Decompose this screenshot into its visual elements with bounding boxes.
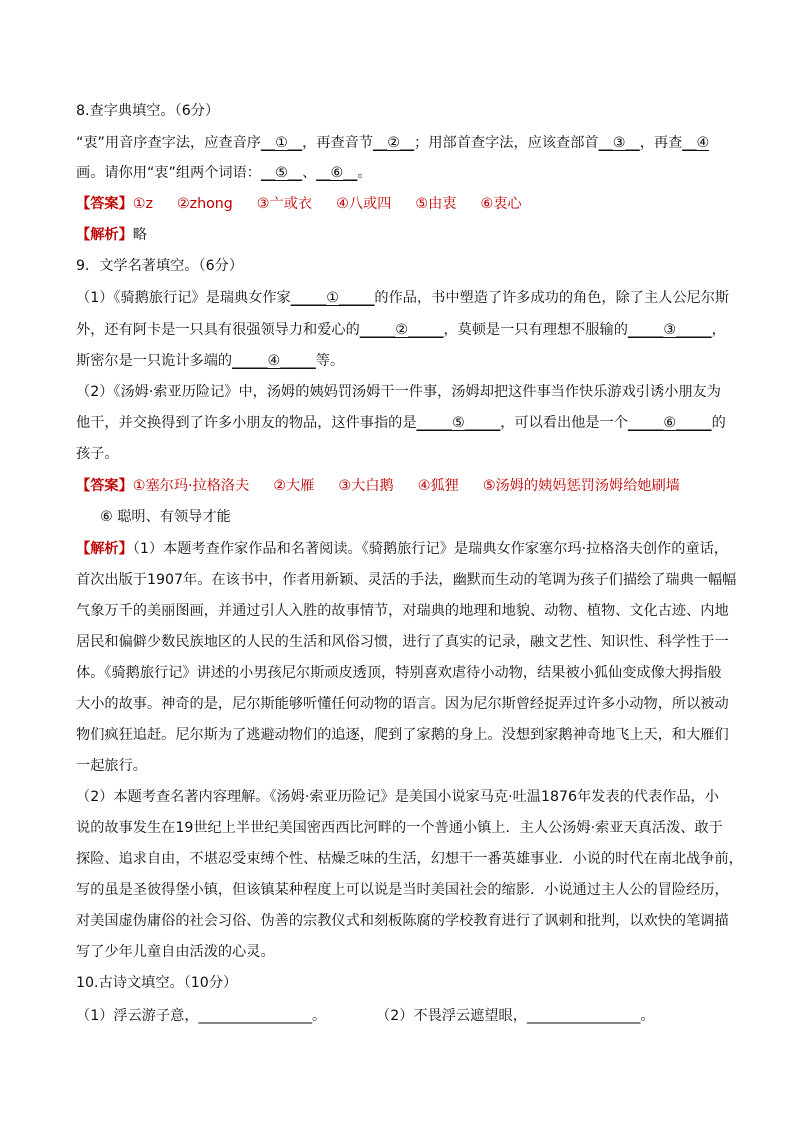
answer-tag: 【答案】 [76, 478, 133, 494]
q9-p1-line-3: 斯密尔是一只诡计多端的_____④_____等。 [76, 353, 345, 369]
answer-tag: 【答案】 [76, 196, 133, 212]
q8-answer-2: ②zhong [176, 196, 233, 212]
q9-blank-4: _____④_____ [232, 353, 316, 369]
q8-answer-1: ①z [132, 196, 153, 212]
q8-blank-6: __⑥__ [316, 165, 358, 181]
q9-answer-4: ④狐狸 [417, 478, 459, 494]
q9-blank-6: _____⑥_____ [627, 415, 712, 431]
q9-analysis-line-4: 居民和偏僻少数民族地区的人民的生活和风俗习惯，进行了真实的记录，融文艺性、知识性、科学性于一 [76, 634, 729, 650]
q10-blank-2: ________________ [526, 1008, 641, 1024]
q10-title: 10.古诗文填空。（10分） [76, 975, 238, 991]
q8-blank-4: __④ [682, 135, 710, 151]
q9-analysis-line-14: 写了少年儿童自由活泼的心灵。 [76, 944, 275, 960]
q9-analysis-line-13: 对美国虚伪庸俗的社会习俗、伪善的宗教仪式和刻板陈腐的学校教育进行了讽刺和批判，以欢快的笔调描 [76, 913, 729, 929]
q8-answer-6: ⑥衷心 [480, 196, 522, 212]
q8-analysis: 【解析】略 [76, 227, 147, 243]
q9-analysis-line-11: 探险、追求自由，不堪忍受束缚个性、枯燥乏味的生活，幻想干一番英雄事业．小说的时代在南北战争前， [76, 851, 743, 867]
q8-answer-4: ④八或四 [336, 196, 392, 212]
q9-p1-line-2: 外，还有阿卡是一只具有很强领导力和爱心的_____②_____，莫顿是一只有理想不服输的_____③_____， [76, 322, 726, 338]
q9-analysis-line-9: （2）本题考查名著内容理解。《汤姆·索亚历险记》是美国小说家马克·吐温1876年发表的代表作品，小 [76, 789, 719, 805]
q8-title: 8.查字典填空。（6分） [76, 103, 220, 119]
q9-analysis-line-8: 一起旅行。 [76, 758, 147, 774]
analysis-tag: 【解析】 [76, 541, 133, 557]
q9-blank-1: _____①_____ [290, 290, 375, 306]
q9-analysis-line-1: 【解析】（1）本题考查作家作品和名著阅读。《骑鹅旅行记》是瑞典女作家塞尔玛·拉格洛夫创作的童话， [76, 541, 728, 557]
q10-blank-1: ________________ [198, 1008, 313, 1024]
q9-answer-2: ②大雁 [273, 478, 315, 494]
q9-p2-line-3: 孩子。 [76, 446, 119, 462]
q10-item-1: （1）浮云游子意，________________。 [76, 1008, 327, 1024]
q8-answer-3: ③亠或衣 [256, 196, 313, 212]
q10-item-2: （2）不畏浮云遮望眼，________________。 [376, 1008, 655, 1024]
q9-analysis-line-2: 首次出版于1907年。在该书中，作者用新颖、灵活的手法，幽默而生动的笔调为孩子们描绘了瑞典一幅幅 [76, 572, 737, 588]
q9-analysis-line-5: 体。《骑鹅旅行记》讲述的小男孩尼尔斯顽皮透顶，特别喜欢虐待小动物，结果被小狐仙变成像大拇指般 [76, 665, 722, 681]
q9-analysis-line-12: 写的虽是圣彼得堡小镇，但该镇某种程度上可以说是当时美国社会的缩影．小说通过主人公的冒险经历， [76, 882, 729, 898]
q9-answer-5: ⑤汤姆的姨妈惩罚汤姆给她刷墙 [482, 478, 680, 494]
q9-blank-2: _____②_____ [359, 322, 444, 338]
q9-p2-line-1: （2）《汤姆·索亚历险记》中，汤姆的姨妈罚汤姆干一件事，汤姆却把这件事当作快乐游戏引诱小朋友为 [76, 384, 721, 400]
q9-analysis-line-10: 说的故事发生在19世纪上半世纪美国密西西比河畔的一个普通小镇上．主人公汤姆·索亚天真活泼、敢于 [76, 820, 723, 836]
q9-answer-1: ①塞尔玛·拉格洛夫 [132, 478, 250, 494]
q9-answer [76, 476, 704, 496]
q9-blank-5: _____⑤_____ [416, 415, 501, 431]
q8-blank-3: __③__ [598, 135, 640, 151]
q9-analysis-line-7: 物们疯狂追赶。尼尔斯为了逃避动物们的追逐，爬到了家鹅的身上。没想到家鹅神奇地飞上天，和大雁们 [76, 727, 729, 743]
q9-blank-3: _____③_____ [627, 322, 712, 338]
q9-analysis-line-6: 大小的故事。神奇的是，尼尔斯能够听懂任何动物的语言。因为尼尔斯曾经捉弄过许多小动物，所以被动 [76, 696, 729, 712]
q8-blank-5: __⑤__ [260, 165, 303, 181]
q8-blank-1: __①__ [260, 135, 303, 151]
q9-answer-6: ⑥ 聪明、有领导才能 [100, 509, 231, 525]
q8-line-1: “衷”用音序查字法，应查音序__①__，再查音节__②__；用部首查字法，应该查部首__③__，再查__④ [76, 135, 710, 151]
q9-p1-line-1: （1）《骑鹅旅行记》是瑞典女作家_____①_____的作品，书中塑造了许多成功的角色，除了主人公尼尔斯 [76, 290, 730, 306]
q9-analysis-line-3: 气象万千的美丽图画，并通过引人入胜的故事情节，对瑞典的地理和地貌、动物、植物、文化古迹、内地 [76, 603, 729, 619]
q8-answer-5: ⑤由衷 [415, 196, 457, 212]
q8-blank-2: __②__ [373, 135, 415, 151]
analysis-tag: 【解析】 [76, 227, 133, 243]
q8-line-2: 画。请你用“衷”组两个词语：__⑤__、__⑥__。 [76, 165, 372, 181]
q9-p2-line-2: 他干，并交换得到了许多小朋友的物品，这件事指的是_____⑤_____，可以看出他是一个_____⑥_____的 [76, 415, 726, 431]
q9-title: 9．文学名著填空。（6分） [76, 258, 244, 274]
q9-answer-3: ③大白鹅 [338, 478, 394, 494]
q8-answer [76, 194, 546, 214]
